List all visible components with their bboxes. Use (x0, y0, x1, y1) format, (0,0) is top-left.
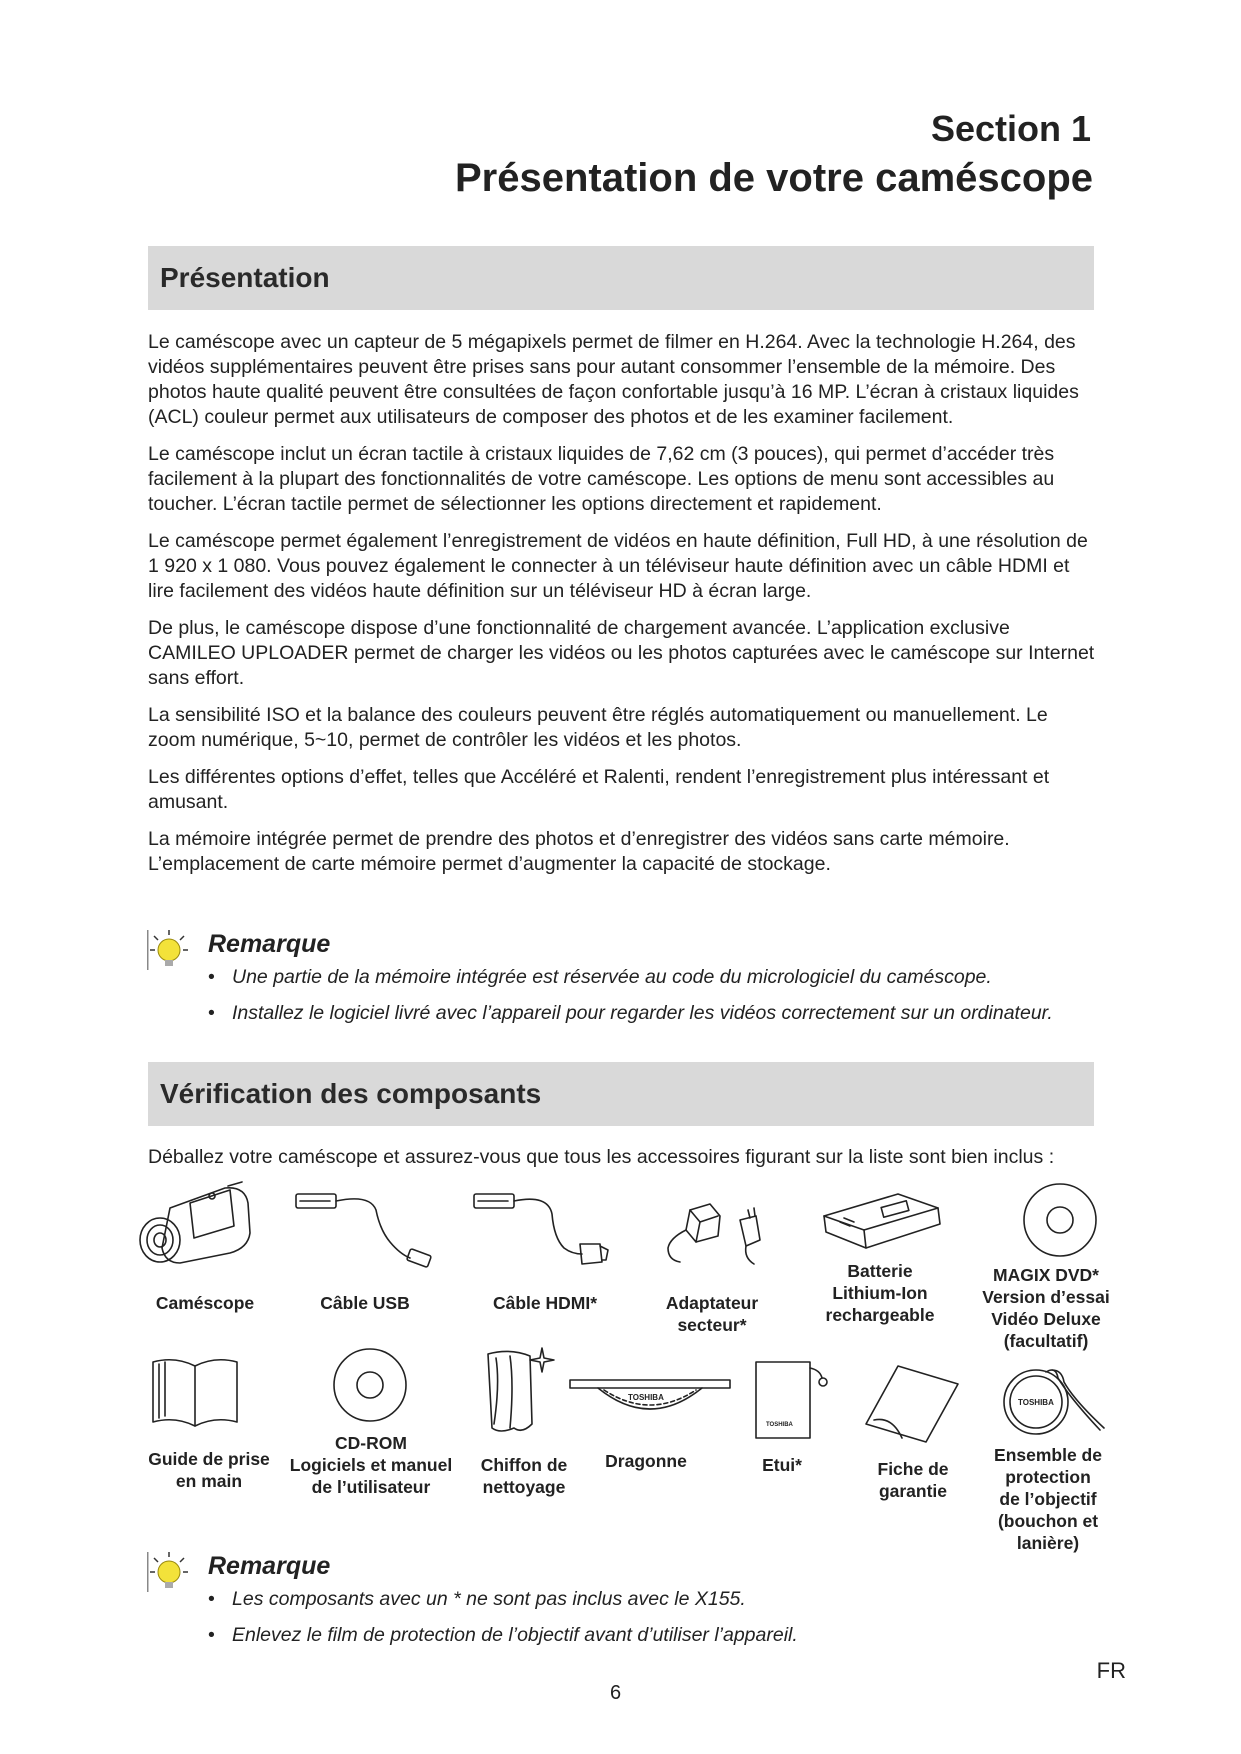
label-hdmi-cable: Câble HDMI* (492, 1293, 598, 1313)
cloth-icon (470, 1344, 560, 1440)
label-strap: Dragonne (605, 1451, 687, 1471)
label-dvd: MAGIX DVD* Version d’essai Vidéo Deluxe (facultatif) (982, 1265, 1110, 1351)
label-warranty: Fiche de garantie (877, 1459, 949, 1501)
book-icon (145, 1354, 245, 1434)
label-cd-rom: CD-ROM Logiciels et manuel de l’utilisateur (289, 1433, 453, 1497)
label-battery: Batterie Lithium-Ion rechargeable (825, 1261, 935, 1325)
label-camcorder: Caméscope (155, 1293, 255, 1313)
paragraph: De plus, le caméscope dispose d’une fonctionnalité de chargement avancée. L’application exclusive CAMILEO UPLOADER permet de charger les vidéos ou les photos capturées avec le caméscope sur Internet sans effort. (148, 617, 1095, 689)
usb-cable-icon (290, 1180, 440, 1280)
section-label: Section 1 (930, 108, 1091, 149)
label-usb-cable: Câble USB (320, 1293, 410, 1313)
paragraph: Le caméscope inclut un écran tactile à cristaux liquides de 7,62 cm (3 pouces), qui permet d’accéder très facilement à la plupart des fonctionnalités de votre caméscope. Les options de menu sont accessibles au toucher. L’écran tactile permet de sélectionner les options directement et rapidement. (148, 443, 1055, 515)
cd-icon (330, 1345, 410, 1425)
paragraph: Le caméscope avec un capteur de 5 mégapixels permet de filmer en H.264. Avec la technologie H.264, des vidéos supplémentaires peuvent être prises sans pour autant consommer l’ensemble de la mémoire. Des photos haute qualité peuvent être consultées de façon confortable jusqu’à 16 MP. L’écran à cristaux liquides (ACL) couleur permet aux utilisateurs de composer des photos et de les examiner facilement. (148, 331, 1079, 428)
note-title: Remarque (208, 1552, 331, 1580)
presentation-heading-band (148, 246, 1094, 310)
components-intro: Déballez votre caméscope et assurez-vous que tous les accessoires figurant sur la liste sont bien inclus : (148, 1146, 1055, 1168)
lightbulb-icon (146, 928, 190, 972)
pouch-brand: TOSHIBA (766, 1422, 793, 1428)
presentation-body (148, 330, 1098, 889)
pouch-icon (752, 1354, 832, 1444)
ac-adapter-icon (660, 1190, 780, 1280)
label-ac-adapter: Adaptateur secteur* (665, 1293, 759, 1335)
paragraph: Les différentes options d’effet, telles que Accéléré et Ralenti, rendent l’enregistrement plus intéressant et amusant. (148, 766, 1050, 813)
label-guide: Guide de prise en main (148, 1449, 270, 1491)
battery-icon (818, 1186, 948, 1256)
language-code: FR (1096, 1658, 1126, 1683)
strap-brand: TOSHIBA (628, 1393, 664, 1402)
lens-cap-brand: TOSHIBA (1018, 1398, 1054, 1407)
strap-icon (568, 1370, 732, 1430)
paragraph: La sensibilité ISO et la balance des couleurs peuvent être réglés automatiquement ou manuellement. Le zoom numérique, 5~10, permet de contrôler les vidéos et les photos. (148, 704, 1048, 751)
hdmi-cable-icon (468, 1180, 618, 1280)
warranty-card-icon (862, 1360, 962, 1446)
lightbulb-icon (146, 1550, 190, 1594)
label-pouch: Etui* (762, 1455, 802, 1475)
note-item: • Une partie de la mémoire intégrée est réservée au code du micrologiciel du caméscope. (208, 966, 1053, 1002)
paragraph: Le caméscope permet également l’enregistrement de vidéos en haute définition, Full HD, à une résolution de 1 920 x 1 080. Vous pouvez également le connecter à un téléviseur haute définition avec un câble HDMI et lire facilement des vidéos haute définition sur un téléviseur HD à écran large. (148, 530, 1088, 602)
note-item: • Les composants avec un * ne sont pas inclus avec le X155. (208, 1588, 798, 1624)
components-heading-band (148, 1062, 1094, 1126)
note-title: Remarque (208, 930, 331, 958)
presentation-heading: Présentation (160, 262, 330, 293)
paragraph: La mémoire intégrée permet de prendre des photos et d’enregistrer des vidéos sans carte mémoire. L’emplacement de carte mémoire permet d’augmenter la capacité de stockage. (148, 828, 1010, 875)
dvd-icon (1020, 1180, 1100, 1260)
label-cloth: Chiffon de nettoyage (480, 1455, 568, 1497)
page-title: Présentation de votre caméscope (454, 156, 1093, 200)
label-lens-cap: Ensemble de protection de l’objectif (bouchon et lanière) (994, 1445, 1102, 1553)
lens-cap-icon (1000, 1358, 1108, 1442)
camcorder-icon (130, 1178, 260, 1278)
note-item: • Enlevez le film de protection de l’objectif avant d’utiliser l’appareil. (208, 1624, 798, 1660)
note-item: • Installez le logiciel livré avec l’appareil pour regarder les vidéos correctement sur un ordinateur. (208, 1002, 1053, 1038)
components-heading: Vérification des composants (160, 1078, 542, 1109)
page-number: 6 (610, 1682, 622, 1704)
